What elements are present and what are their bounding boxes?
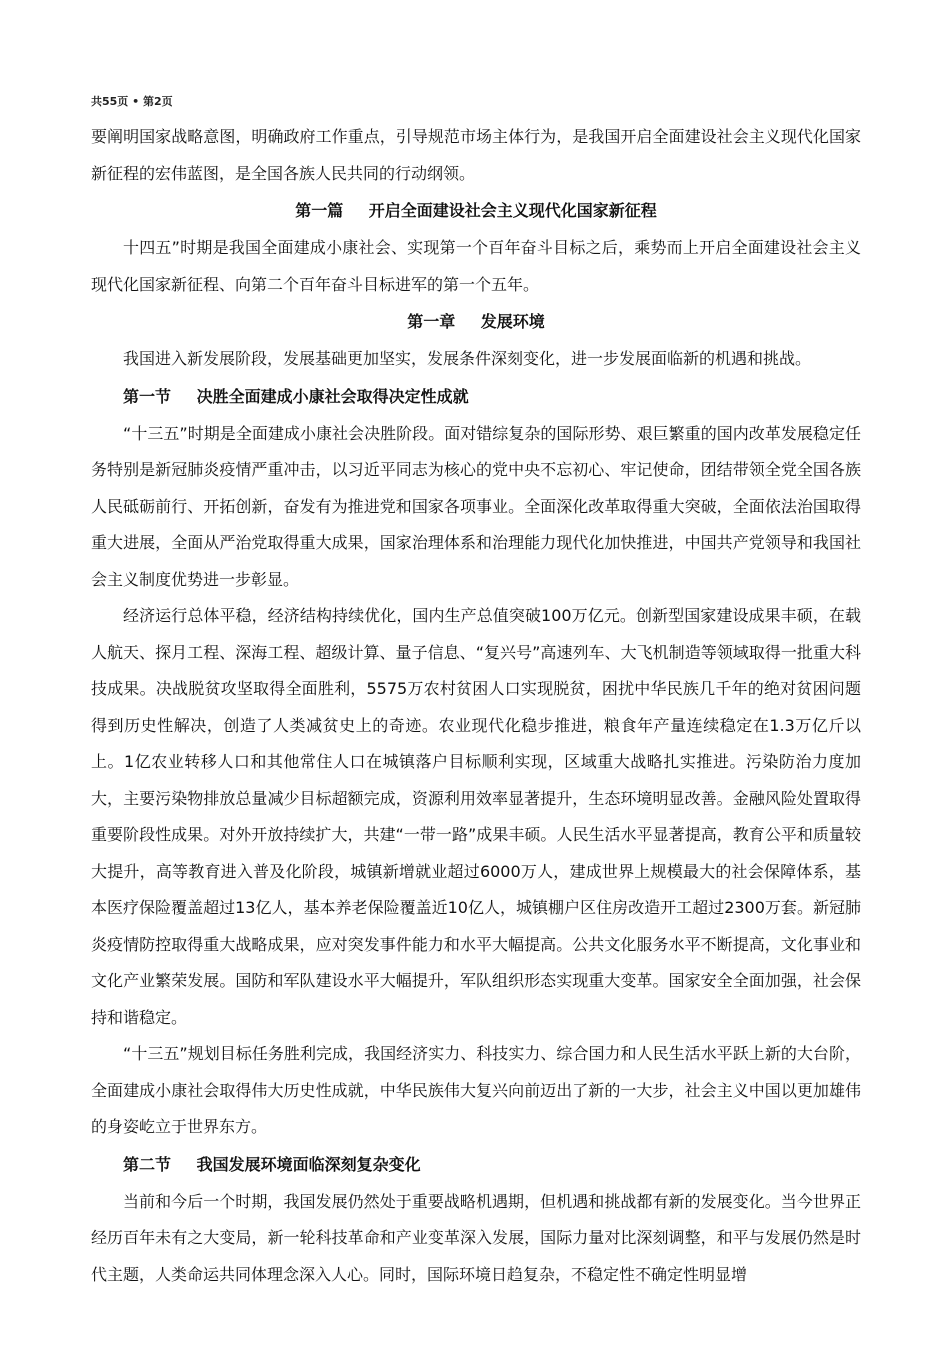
section-title: 我国发展环境面临深刻复杂变化	[196, 1154, 421, 1174]
paragraph: 当前和今后一个时期，我国发展仍然处于重要战略机遇期，但机遇和挑战都有新的发展变化。当今世界正经历百年未有之大变局，新一轮科技革命和产业变革深入发展，国际力量对比深刻调整，和平与发展仍然是时代主题，人类命运共同体理念深入人心。同时，国际环境日趋复杂，不稳定性不确定性明显增	[91, 1191, 861, 1284]
section-heading	[91, 1146, 861, 1184]
part-heading	[91, 192, 861, 230]
paragraph: 我国进入新发展阶段，发展基础更加坚实，发展条件深刻变化，进一步发展面临新的机遇和挑战。	[123, 349, 812, 368]
paragraph: “十三五”时期是全面建成小康社会决胜阶段。面对错综复杂的国际形势、艰巨繁重的国内改革发展稳定任务特别是新冠肺炎疫情严重冲击，以习近平同志为核心的党中央不忘初心、牢记使命，团结带领全党全国各族人民砥砺前行、开拓创新，奋发有为推进党和国家各项事业。全面深化改革取得重大突破，全面依法治国取得重大进展，全面从严治党取得重大成果，国家治理体系和治理能力现代化加快推进，中国共产党领导和我国社会主义制度优势进一步彰显。	[91, 423, 861, 589]
section-label: 第一节	[123, 386, 172, 406]
page-header: 共55页 • 第2页	[91, 95, 173, 108]
part-label: 第一篇	[295, 201, 344, 220]
paragraph: 要阐明国家战略意图，明确政府工作重点，引导规范市场主体行为，是我国开启全面建设社会主义现代化国家新征程的宏伟蓝图，是全国各族人民共同的行动纲领。	[91, 127, 861, 183]
paragraph: 十四五”时期是我国全面建成小康社会、实现第一个百年奋斗目标之后，乘势而上开启全面建设社会主义现代化国家新征程、向第二个百年奋斗目标进军的第一个五年。	[91, 238, 861, 294]
chapter-label: 第一章	[407, 312, 456, 331]
paragraph: 经济运行总体平稳，经济结构持续优化，国内生产总值突破100万亿元。创新型国家建设成果丰硕，在载人航天、探月工程、深海工程、超级计算、量子信息、“复兴号”高速列车、大飞机制造等领域取得一批重大科技成果。决战脱贫攻坚取得全面胜利，5575万农村贫困人口实现脱贫，困扰中华民族几千年的绝对贫困问题得到历史性解决，创造了人类减贫史上的奇迹。农业现代化稳步推进，粮食年产量连续稳定在1.3万亿斤以上。1亿农业转移人口和其他常住人口在城镇落户目标顺利实现，区域重大战略扎实推进。污染防治力度加大，主要污染物排放总量减少目标超额完成，资源利用效率显著提升，生态环境明显改善。金融风险处置取得重要阶段性成果。对外开放持续扩大，共建“一带一路”成果丰硕。人民生活水平显著提高，教育公平和质量较大提升，高等教育进入普及化阶段，城镇新增就业超过6000万人，建成世界上规模最大的社会保障体系，基本医疗保险覆盖超过13亿人，基本养老保险覆盖近10亿人，城镇棚户区住房改造开工超过2300万套。新冠肺炎疫情防控取得重大战略成果，应对突发事件能力和水平大幅提高。公共文化服务水平不断提高，文化事业和文化产业繁荣发展。国防和军队建设水平大幅提升，军队组织形态实现重大变革。国家安全全面加强，社会保持和谐稳定。	[91, 606, 861, 1027]
section-label: 第二节	[123, 1154, 172, 1174]
chapter-title: 发展环境	[480, 312, 545, 331]
chapter-heading	[91, 303, 861, 341]
paragraph: “十三五”规划目标任务胜利完成，我国经济实力、科技实力、综合国力和人民生活水平跃上新的大台阶，全面建成小康社会取得伟大历史性成就，中华民族伟大复兴向前迈出了新的一大步，社会主义中国以更加雄伟的身姿屹立于世界东方。	[91, 1044, 861, 1136]
section-heading	[91, 378, 861, 416]
section-title: 决胜全面建成小康社会取得决定性成就	[196, 386, 469, 406]
document-body	[91, 119, 861, 1293]
part-title: 开启全面建设社会主义现代化国家新征程	[368, 201, 657, 220]
